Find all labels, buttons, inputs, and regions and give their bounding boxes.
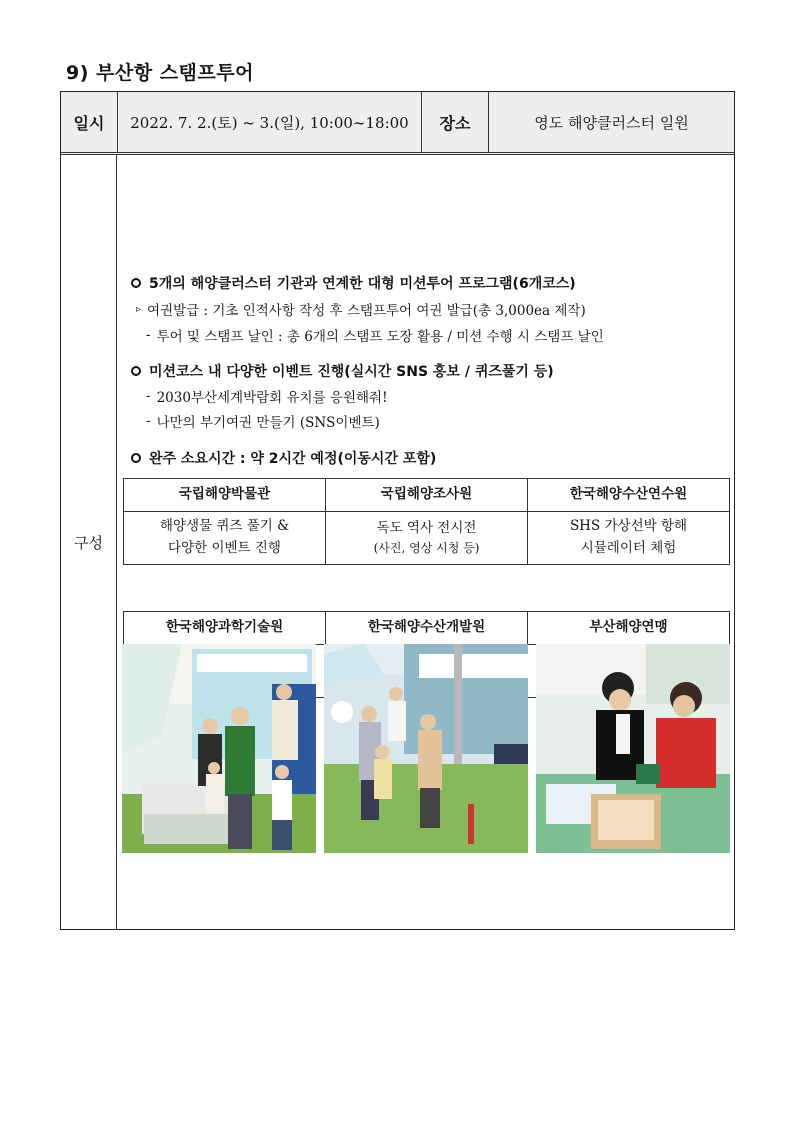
list-item (146, 386, 388, 406)
date-label: 일시 (73, 113, 105, 133)
list-item-text: 투어 및 스탬프 날인 : 총 6개의 스탬프 도장 활용 / 미션 수행 시 스탬프 날인 (156, 329, 604, 345)
booth-photo-3 (536, 644, 730, 853)
cell-line: 해양생물 퀴즈 풀기 & (159, 518, 290, 535)
circle-bullet-icon (131, 366, 141, 376)
list-item (146, 325, 604, 345)
table-header-row (124, 612, 730, 645)
section-heading (131, 448, 436, 468)
cell-line: SHS 가상선박 항해 (569, 518, 688, 535)
list-item-text: 나만의 부기여권 만들기 (SNS이벤트) (156, 415, 380, 431)
table-cell (528, 512, 730, 565)
section-heading-text: 완주 소요시간 : 약 2시간 예정(이동시간 포함) (149, 451, 437, 467)
cell-line: (사진, 영상 시청 등) (373, 541, 480, 556)
dash-bullet: - (146, 413, 151, 429)
dash-bullet: - (146, 388, 151, 404)
table-header-cell: 한국해양수산개발원 (326, 612, 528, 645)
place-value: 영도 해양클러스터 일원 (534, 113, 689, 132)
list-item (146, 411, 380, 431)
page-title: 9) 부산항 스탬프투어 (66, 62, 254, 84)
list-item (136, 299, 586, 319)
list-item-text: 2030부산세계박람회 유치를 응원해줘! (156, 390, 388, 406)
table-header-cell: 한국해양수산연수원 (528, 479, 730, 512)
circle-bullet-icon (131, 278, 141, 288)
side-label: 구성 (61, 155, 117, 929)
cell-line: 다양한 이벤트 진행 (168, 540, 281, 556)
cell-line: 독도 역사 전시전 (376, 519, 477, 536)
booth-photo-1 (122, 644, 316, 853)
section-heading (131, 273, 576, 293)
table-cell (124, 512, 326, 565)
table-header-row (124, 479, 730, 512)
triangle-bullet-icon: ▹ (136, 303, 142, 315)
booth-photo-2 (324, 644, 528, 853)
place-label: 장소 (439, 113, 471, 133)
section-heading-text: 5개의 해양클러스터 기관과 연계한 대형 미션투어 프로그램(6개코스) (149, 276, 576, 292)
table-header-cell: 부산해양연맹 (528, 612, 730, 645)
table-row (124, 512, 730, 565)
table-cell (326, 512, 528, 565)
table-header-cell: 국립해양박물관 (124, 479, 326, 512)
institution-table-1 (123, 478, 730, 565)
dash-bullet: - (146, 327, 151, 343)
table-header-cell: 한국해양과학기술원 (124, 612, 326, 645)
date-value: 2022. 7. 2.(토) ~ 3.(일), 10:00~18:00 (130, 113, 409, 132)
circle-bullet-icon (131, 453, 141, 463)
header-row (61, 92, 734, 155)
section-heading (131, 361, 554, 381)
section-heading-text: 미션코스 내 다양한 이벤트 진행(실시간 SNS 홍보 / 퀴즈풀기 등) (149, 364, 554, 380)
list-item-text: 여권발급 : 기초 인적사항 작성 후 스탬프투어 여권 발급(총 3,000ea 제작) (147, 303, 586, 319)
table-header-cell: 국립해양조사원 (326, 479, 528, 512)
cell-line: 시뮬레이터 체험 (580, 540, 677, 556)
